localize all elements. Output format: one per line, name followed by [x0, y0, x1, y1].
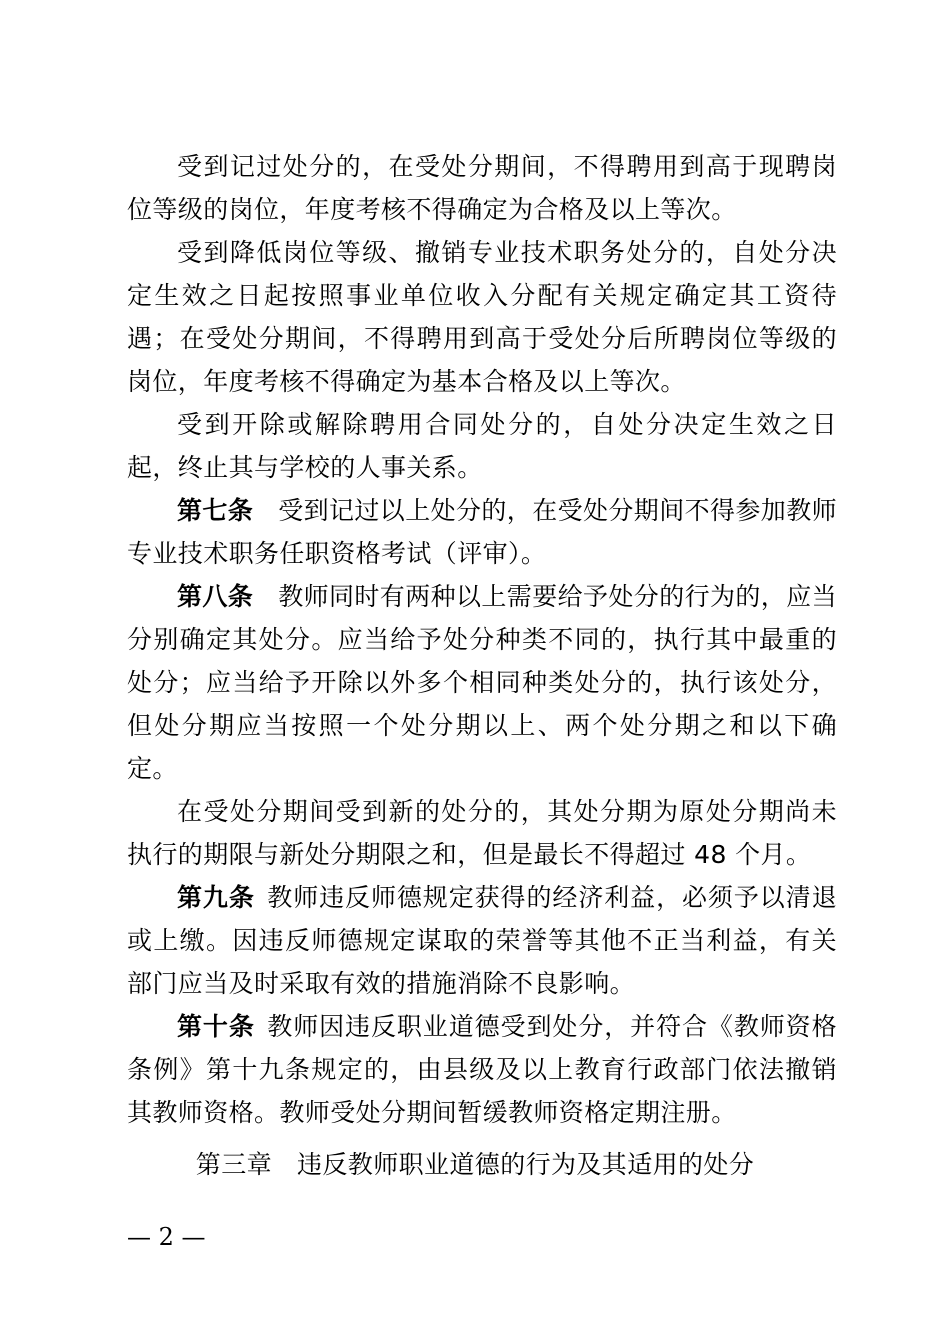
- paragraph-text: 受到降低岗位等级、撤销专业技术职务处分的，自处分决定生效之日起按照事业单位收入分配有关规定确定其工资待遇；在受处分期间，不得聘用到高于受处分后所聘岗位等级的岗位，年度考核不得确定为基本合格及以上等次。: [127, 238, 837, 396]
- article-text: 教师违反师德规定获得的经济利益，必须予以清退或上缴。因违反师德规定谋取的荣誉等其他不正当利益，有关部门应当及时采取有效的措施消除不良影响。: [127, 883, 837, 998]
- paragraph-text: 在受处分期间受到新的处分的，其处分期为原处分期尚未执行的期限与新处分期限之和，但是最长不得超过 48 个月。: [127, 797, 837, 869]
- article-number: 第七条: [177, 496, 254, 525]
- paragraph-dismissal: [127, 403, 837, 489]
- paragraph-demerit: [127, 145, 837, 231]
- article-text: 受到记过以上处分的，在受处分期间不得参加教师专业技术职务任职资格考试（评审）。: [127, 496, 838, 568]
- article-text: 教师因违反职业道德受到处分，并符合《教师资格条例》第十九条规定的，由县级及以上教育行政部门依法撤销其教师资格。教师受处分期间暂缓教师资格定期注册。: [127, 1012, 837, 1127]
- article-text: 教师同时有两种以上需要给予处分的行为的，应当分别确定其处分。应当给予处分种类不同的，执行其中最重的处分；应当给予开除以外多个相同种类处分的，执行该处分，但处分期应当按照一个处分期以上、两个处分期之和以下确定。: [127, 582, 838, 783]
- article-9: [127, 876, 837, 1005]
- chapter-title: 违反教师职业道德的行为及其适用的处分: [297, 1150, 755, 1179]
- article-number: 第八条: [177, 582, 254, 611]
- article-10: [127, 1005, 837, 1134]
- article-number: 第九条: [177, 883, 255, 912]
- article-7: [127, 489, 837, 575]
- paragraph-demotion: [127, 231, 837, 403]
- paragraph-text: 受到记过处分的，在受处分期间，不得聘用到高于现聘岗位等级的岗位，年度考核不得确定为合格及以上等次。: [127, 152, 837, 224]
- article-8: [127, 575, 837, 790]
- paragraph-text: 受到开除或解除聘用合同处分的，自处分决定生效之日起，终止其与学校的人事关系。: [127, 410, 837, 482]
- paragraph-new-punishment: [127, 790, 837, 876]
- article-number: 第十条: [177, 1012, 255, 1041]
- chapter-heading: [0, 1143, 950, 1186]
- chapter-number: 第三章: [195, 1150, 272, 1179]
- document-body: [127, 145, 837, 1134]
- page-number: — 2 —: [127, 1223, 206, 1251]
